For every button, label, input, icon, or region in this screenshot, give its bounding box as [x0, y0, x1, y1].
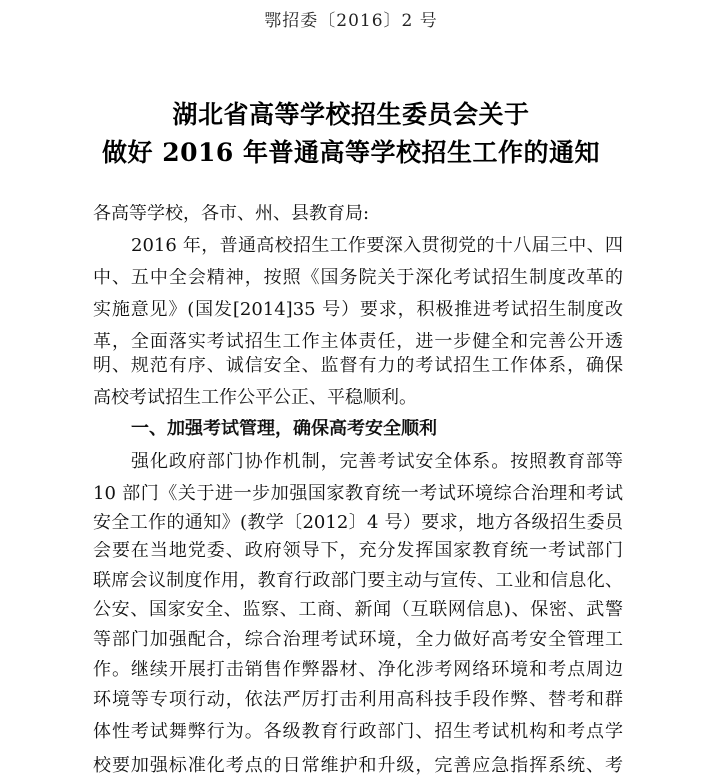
paragraph-line: 联席会议制度作用，教育行政部门要主动与宣传、工业和信息化、 [93, 571, 623, 591]
paragraph-line: 2016 年，普通高校招生工作要深入贯彻党的十八届三中、四 [131, 236, 623, 256]
paragraph-line: 体性考试舞弊行为。各级教育行政部门、招生考试机构和考点学 [93, 722, 623, 742]
paragraph-line: 作。继续开展打击销售作弊器材、净化涉考网络环境和考点周边 [93, 660, 623, 680]
paragraph-line: 实施意见》(国发[2014]35 号）要求，积极推进考试招生制度改 [93, 300, 623, 320]
paragraph-line: 公安、国家安全、监察、工商、新闻（互联网信息)、保密、武警 [93, 600, 623, 620]
section-heading: 一、加强考试管理，确保高考安全顺利 [131, 419, 437, 439]
paragraph-line: 高校考试招生工作公平公正、平稳顺利。 [93, 388, 417, 408]
paragraph-line: 革，全面落实考试招生工作主体责任，进一步健全和完善公开透 [93, 332, 623, 352]
paragraph-line: 等部门加强配合，综合治理考试环境，全力做好高考安全管理工 [93, 630, 623, 650]
paragraph-line: 安全工作的通知》(教学〔2012〕4 号）要求，地方各级招生委员 [93, 513, 623, 533]
document-title-line-2: 做好 2016 年普通高等学校招生工作的通知 [102, 138, 600, 167]
paragraph-line: 中、五中全会精神，按照《国务院关于深化考试招生制度改革的 [93, 268, 623, 288]
paragraph-line: 明、规范有序、诚信安全、监督有力的考试招生工作体系，确保 [93, 356, 623, 376]
document-title-line-1: 湖北省高等学校招生委员会关于 [172, 100, 530, 129]
paragraph-line: 会要在当地党委、政府领导下，充分发挥国家教育统一考试部门 [93, 541, 623, 561]
paragraph-line: 环境等专项行动，依法严厉打击利用高科技手段作弊、替考和群 [93, 690, 623, 710]
paragraph-line: 校要加强标准化考点的日常维护和升级，完善应急指挥系统、考 [93, 756, 623, 776]
paragraph-line: 10 部门《关于进一步加强国家教育统一考试环境综合治理和考试 [93, 484, 623, 504]
salutation: 各高等学校，各市、州、县教育局: [93, 204, 370, 224]
paragraph-line: 强化政府部门协作机制，完善考试安全体系。按照教育部等 [131, 452, 623, 472]
document-number: 鄂招委〔2016〕2 号 [264, 11, 438, 31]
